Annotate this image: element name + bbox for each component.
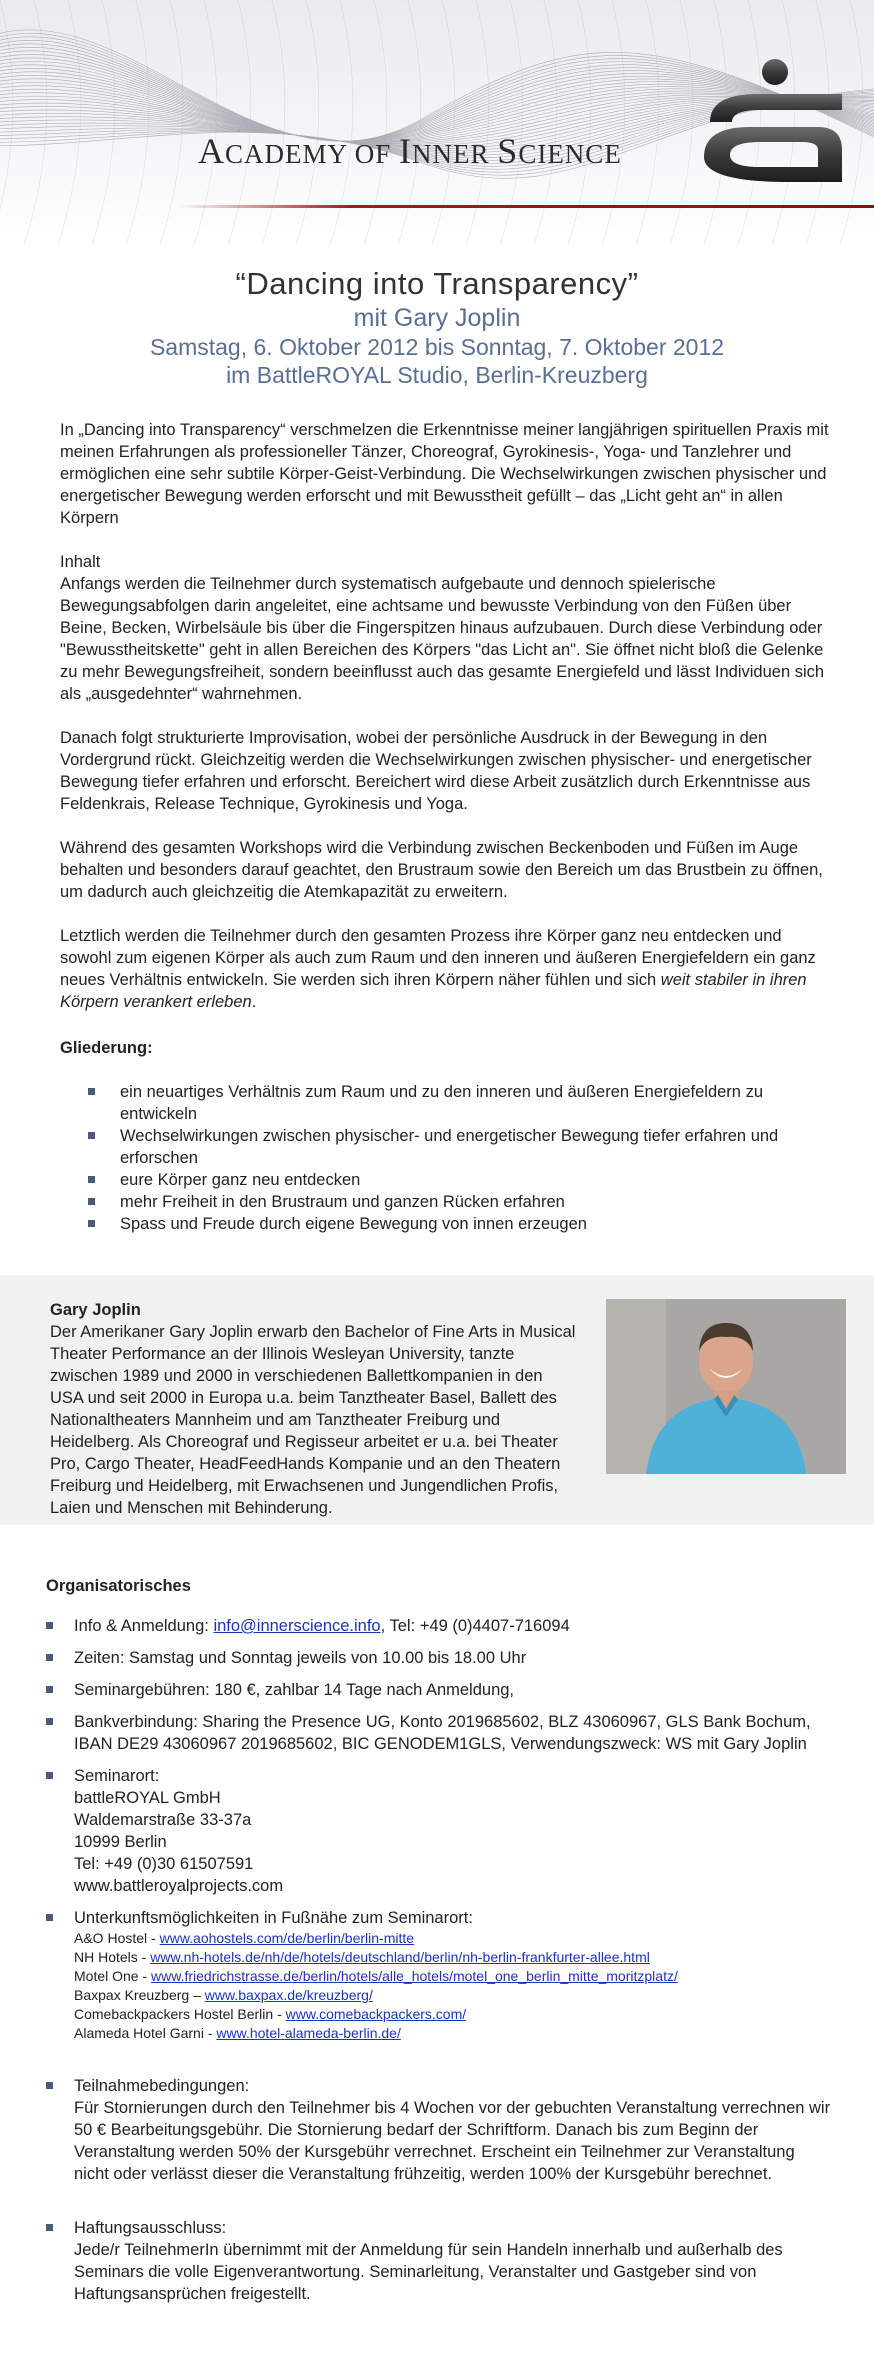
inhalt-label: Inhalt	[60, 553, 101, 571]
bullet-square-icon	[88, 1198, 95, 1205]
academy-wordmark: ACADEMY OF INNER SCIENCE	[198, 131, 622, 171]
portrait-photo	[606, 1299, 846, 1474]
paragraph-workshop: Während des gesamten Workshops wird die Verbindung zwischen Beckenboden und Füßen im Auge behalten und besonders darauf geachtet, den Brustraum sowie den Bereich um das Brustbein zu öffnen, um dadurch auch gleichzeitig die Atemkapazität zu erweitern.	[60, 839, 823, 901]
list-item-haftung: Haftungsausschluss: Jede/r TeilnehmerIn übernimmt mit der Anmeldung für sein Handeln innerhalb und außerhalb des Seminars die volle Eigenverantwortung. Seminarleitung, Veranstalter und Gastgeber sind von Haftungsansprüchen freigestellt.	[46, 2217, 834, 2305]
bullet-square-icon	[88, 1088, 95, 1095]
description-section	[0, 419, 874, 1235]
organisation-list	[46, 1615, 834, 2305]
bullet-square-icon	[46, 1686, 53, 1693]
gliederung-list	[60, 1081, 834, 1235]
bullet-square-icon	[88, 1220, 95, 1227]
event-title-block	[0, 265, 874, 389]
paragraph-improvisation: Danach folgt strukturierte Improvisation, wobei der persönliche Ausdruck in der Bewegung in den Vordergrund rückt. Gleichzeitig werden die Wechselwirkungen zwischen physischer- und energetischer Bewegung tiefer erfahren und erforscht. Bereichert wird diese Arbeit zusätzlich durch Erkenntnisse aus Feldenkrais, Release Technique, Gyrokinesis und Yoga.	[60, 729, 812, 813]
hotel-link[interactable]: www.aohostels.com/de/berlin/berlin-mitte	[159, 1930, 415, 1946]
email-link[interactable]: info@innerscience.info	[213, 1617, 381, 1635]
organisation-heading: Organisatorisches	[46, 1577, 191, 1595]
ais-logo-icon	[690, 52, 860, 192]
bullet-square-icon	[46, 2082, 53, 2089]
hotel-link[interactable]: www.comebackpackers.com/	[285, 2006, 467, 2022]
header-banner	[0, 0, 874, 245]
event-date: Samstag, 6. Oktober 2012 bis Sonntag, 7. Oktober 2012	[149, 334, 725, 360]
intro-paragraph: In „Dancing into Transparency“ verschmelzen die Erkenntnisse meiner langjährigen spirituellen Praxis mit meinen Erfahrungen als professioneller Tänzer, Choreograf, Gyrokinesis-, Yoga- und Tanzlehrer und ermöglichen eine sehr subtile Körper-Geist-Verbindung. Die Wechselwirkungen zwischen physischer und energetischer Bewegung werden erforscht und mit Bewusstheit gefüllt – das „Licht geht an“ in allen Körpern	[60, 421, 829, 527]
hotel-link[interactable]: www.nh-hotels.de/nh/de/hotels/deutschland/berlin/nh-berlin-frankfurter-allee.html	[150, 1949, 650, 1965]
list-item: Wechselwirkungen zwischen physischer- und energetischer Bewegung tiefer erfahren und erforschen	[88, 1125, 834, 1169]
list-item-zeiten: Zeiten: Samstag und Sonntag jeweils von 10.00 bis 18.00 Uhr	[46, 1647, 834, 1669]
bullet-square-icon	[46, 1654, 53, 1661]
hotel-link[interactable]: www.friedrichstrasse.de/berlin/hotels/alle_hotels/motel_one_berlin_mitte_moritzplatz/	[151, 1968, 678, 1984]
list-item-teilnahme: Teilnahmebedingungen: Für Stornierungen durch den Teilnehmer bis 4 Wochen vor der gebuchten Veranstaltung verrechnen wir 50 € Bearbeitungsgebühr. Die Stornierung bedarf der Schriftform. Danach bis zum Beginn der Veranstaltung werden 50% der Kursgebühr verrechnet. Erscheint ein Teilnehmer zur Veranstaltung nicht oder verlässt dieser die Veranstaltung frühzeitig, werden 100% der Kursgebühr berechnet.	[46, 2075, 834, 2185]
bullet-square-icon	[46, 1622, 53, 1629]
list-item: ein neuartiges Verhältnis zum Raum und zu den inneren und äußeren Energiefeldern zu entwickeln	[88, 1081, 834, 1125]
organisation-section	[0, 1575, 874, 2305]
bio-section	[0, 1275, 874, 1525]
hotel-link[interactable]: www.hotel-alameda-berlin.de/	[216, 2025, 401, 2041]
list-item-seminarort: Seminarort: battleROYAL GmbH Waldemarstraße 33-37a 10999 Berlin Tel: +49 (0)30 61507591 www.battleroyalprojects.com	[46, 1765, 834, 1897]
bio-name: Gary Joplin	[50, 1301, 141, 1319]
bullet-square-icon	[88, 1176, 95, 1183]
gliederung-heading: Gliederung:	[60, 1039, 153, 1057]
inhalt-paragraph: Anfangs werden die Teilnehmer durch systematisch aufgebaute und dennoch spielerische Bewegungsabfolgen darin angeleitet, eine achtsame und bewusste Verbindung von den Füßen über Beine, Becken, Wirbelsäule bis über die Fingerspitzen hinaus aufzubauen. Durch diese Verbindung oder "Bewusstheitskette" geht in allen Bereichen des Körpers "das Licht an". Sie öffnet nicht bloß die Gelenke zu mehr Bewegungsfreiheit, sondern beeinflusst auch das gesamte Energiefeld und lässt Individuen sich als „ausgedehnter“ wahrnehmen.	[60, 575, 825, 703]
bio-text	[50, 1299, 580, 1519]
paragraph-conclusion: Letztlich werden die Teilnehmer durch den gesamten Prozess ihre Körper ganz neu entdecken und sowohl zum eigenen Körper als auch zum Raum und den inneren und äußeren Energiefeldern ein ganz neues Verhältnis entwickeln. Sie werden sich ihren Körpern näher fühlen und sich weit stabiler in ihren Körpern verankert erleben.	[60, 927, 816, 1011]
event-title: “Dancing into Transparency”	[235, 266, 639, 301]
hotel-link[interactable]: www.baxpax.de/kreuzberg/	[204, 1987, 373, 2003]
list-item-gebuehren: Seminargebühren: 180 €, zahlbar 14 Tage nach Anmeldung,	[46, 1679, 834, 1701]
bullet-square-icon	[46, 2224, 53, 2231]
bullet-square-icon	[88, 1132, 95, 1139]
list-item-bank: Bankverbindung: Sharing the Presence UG, Konto 2019685602, BLZ 43060967, GLS Bank Bochum, IBAN DE29 43060967 2019685602, BIC GENODEM1GLS, Verwendungszweck: WS mit Gary Joplin	[46, 1711, 834, 1755]
list-item-info: Info & Anmeldung: info@innerscience.info, Tel: +49 (0)4407-716094	[46, 1615, 834, 1637]
header-red-rule	[178, 205, 874, 208]
list-item: Spass und Freude durch eigene Bewegung von innen erzeugen	[88, 1213, 834, 1235]
bio-paragraph: Der Amerikaner Gary Joplin erwarb den Bachelor of Fine Arts in Musical Theater Performance an der Illinois Wesleyan University, tanzte zwischen 1989 und 2000 in verschiedenen Ballettkompanien in den USA und seit 2000 in Europa u.a. beim Tanztheater Basel, Ballett des Nationaltheaters Mannheim und am Tanztheater Freiburg und Heidelberg. Als Choreograf und Regisseur arbeitet er u.a. bei Theater Pro, Cargo Theater, HeadFeedHands Kompanie und an den Theatern Freiburg und Heidelberg, mit Erwachsenen und Jungendlichen Profis, Laien und Menschen mit Behinderung.	[50, 1323, 576, 1517]
bullet-square-icon	[46, 1772, 53, 1779]
list-item: eure Körper ganz neu entdecken	[88, 1169, 834, 1191]
bullet-square-icon	[46, 1718, 53, 1725]
event-location: im BattleROYAL Studio, Berlin-Kreuzberg	[226, 362, 648, 388]
bullet-square-icon	[46, 1914, 53, 1921]
list-item-unterkunft: Unterkunftsmöglichkeiten in Fußnähe zum Seminarort: A&O Hostel - www.aohostels.com/de/berlin/berlin-mitte NH Hotels - www.nh-hotels.de/nh/de/hotels/deutschland/berlin/nh-berlin-frankfurter-allee.html Motel One - www.friedrichstrasse.de/berlin/hotels/alle_hotels/motel_one_berlin_mitte_moritzplatz/ Baxpax Kreuzberg – www.baxpax.de/kreuzberg/ Comebackpackers Hostel Berlin - www.comebackpackers.com/ Alameda Hotel Garni - www.hotel-alameda-berlin.de/	[46, 1907, 834, 2043]
inhalt-block	[60, 551, 834, 705]
portrait-illustration	[606, 1299, 846, 1474]
list-item: mehr Freiheit in den Brustraum und ganzen Rücken erfahren	[88, 1191, 834, 1213]
event-subtitle: mit Gary Joplin	[353, 304, 521, 332]
